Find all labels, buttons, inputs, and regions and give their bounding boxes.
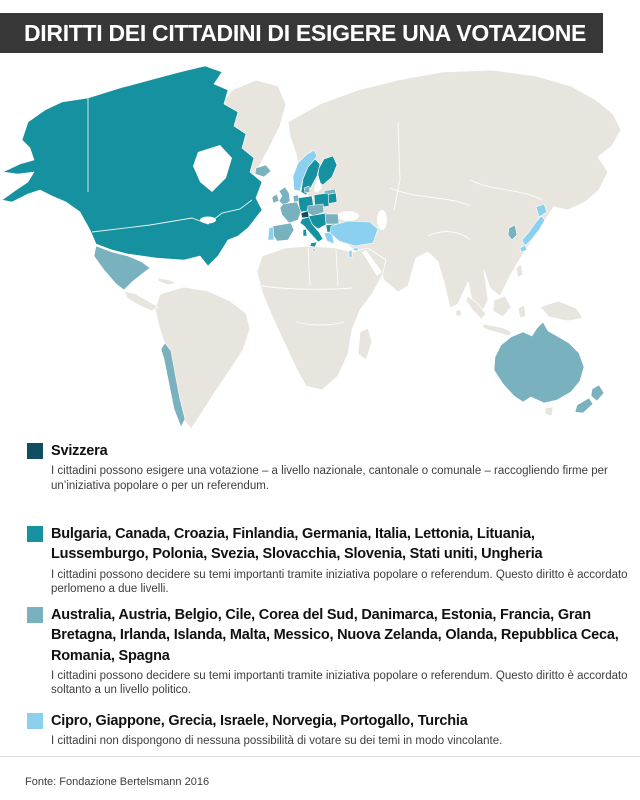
map-region-cuba — [158, 278, 176, 285]
map-region-sardinia — [303, 229, 307, 236]
map-caspian-sea — [377, 210, 387, 230]
category-swatch-cat3 — [27, 607, 43, 623]
map-great-lakes — [200, 217, 216, 224]
map-region-philippines — [516, 264, 523, 278]
map-region-spain — [271, 223, 294, 241]
map-region-new-zealand — [575, 385, 604, 413]
map-region-malta — [313, 249, 315, 251]
map-region-sri-lanka — [456, 310, 461, 316]
map-region-switzerland — [301, 211, 309, 218]
map-region-africa — [257, 246, 386, 390]
legend-description-cat1: I cittadini possono esigere una votazione – a livello nazionale, cantonale o comunale – raccogliendo firme per un’iniziativa popolare o per un referendum. — [51, 465, 608, 492]
legend-item-cat4 — [27, 711, 636, 749]
map-region-madagascar — [358, 328, 372, 360]
map-region-france — [280, 202, 301, 223]
map-region-central-america — [124, 291, 158, 311]
map-region-turkey — [330, 221, 378, 246]
map-region-new-guinea — [540, 301, 583, 321]
legend-item-cat3 — [27, 605, 636, 698]
category-swatch-cat1 — [27, 443, 43, 459]
legend-description-cat4: I cittadini non dispongono di nessuna possibilità di votare su dei temi in modo vincolante. — [51, 735, 503, 748]
map-region-java — [482, 324, 512, 336]
page-title: DIRITTI DEI CITTADINI DI ESIGERE UNA VOTAZIONE — [24, 19, 587, 46]
legend-description-cat2: I cittadini possono decidere su temi importanti tramite iniziativa popolare o referendum. Questo diritto è accordato perlomeno a due livelli. — [51, 568, 628, 595]
map-region-ireland — [272, 194, 279, 203]
map-region-sulawesi — [518, 305, 526, 318]
map-black-sea — [337, 211, 359, 221]
category-swatch-cat2 — [27, 526, 43, 542]
legend-countries-cat3: Australia, Austria, Belgio, Cile, Corea del Sud, Danimarca, Estonia, Francia, Gran Bretagna, Irlanda, Islanda, Malta, Messico, Nuova Zelanda, Olanda, Repubblica Ceca, Romania, Spagna — [51, 607, 619, 664]
world-map — [0, 60, 640, 435]
legend-description-cat3: I cittadini possono decidere su temi importanti tramite iniziativa popolare o referendum. Questo diritto è accordato soltanto a un livello politico. — [51, 669, 628, 697]
map-region-romania — [325, 214, 339, 224]
legend-countries-cat4: Cipro, Giappone, Grecia, Israele, Norvegia, Portogallo, Turchia — [51, 713, 468, 729]
title-bar — [0, 13, 603, 53]
legend-item-cat2 — [27, 524, 636, 596]
source-note: Fonte: Fondazione Bertelsmann 2016 — [25, 776, 210, 788]
legend-countries-cat1: Svizzera — [51, 443, 108, 459]
category-swatch-cat4 — [27, 713, 43, 729]
map-region-portugal — [268, 227, 274, 240]
map-region-tasmania — [545, 407, 553, 416]
legend-countries-cat2: Bulgaria, Canada, Croazia, Finlandia, Germania, Italia, Lettonia, Lituania, Lussemburgo, Polonia, Svezia, Slovacchia, Slovenia, Stati uniti, Ungheria — [51, 526, 543, 563]
map-region-israel — [349, 250, 352, 258]
map-region-borneo — [493, 296, 511, 317]
legend-item-cat1 — [27, 441, 636, 493]
source-divider — [0, 756, 640, 757]
